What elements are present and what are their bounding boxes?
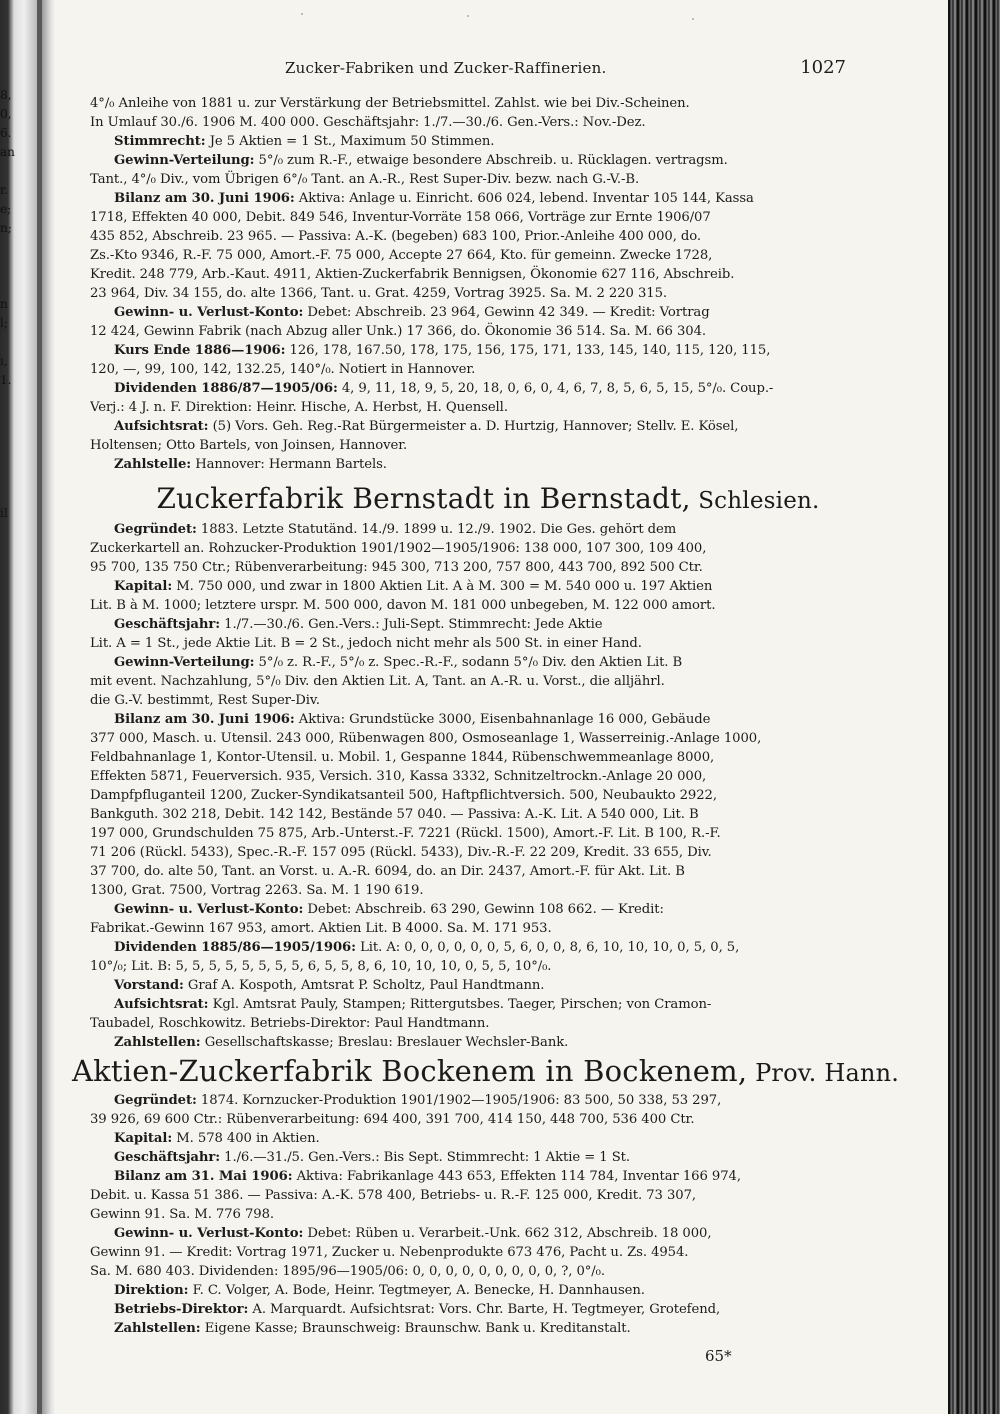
- company-2-title-main: Zuckerfabrik Bernstadt in Bernstadt,: [156, 482, 691, 515]
- page-number: 1027: [800, 57, 846, 78]
- text-line: [90, 748, 860, 767]
- text-line: [90, 577, 860, 596]
- text-line: [90, 379, 860, 398]
- left-margin-fragment: n: [0, 297, 8, 311]
- entry-text: Hannover: Hermann Bartels.: [191, 457, 387, 472]
- text-line: [90, 436, 860, 455]
- company-3-title-main: Aktien-Zuckerfabrik Bockenem in Bockenem,: [72, 1054, 748, 1088]
- left-margin-fragment: [0, 162, 36, 181]
- left-margin-fragment: il: [0, 506, 8, 520]
- entry-text: Holtensen; Otto Bartels, von Joinsen, Hannover.: [90, 438, 408, 453]
- text-line: [90, 1243, 860, 1262]
- left-margin-fragment: [0, 390, 36, 409]
- entry-text: Debet: Abschreib. 63 290, Gewinn 108 662. — Kredit:: [303, 902, 664, 917]
- company-3-title: [72, 1052, 900, 1090]
- entry-label: Gewinn-Verteilung:: [114, 655, 255, 670]
- entry-label: Betriebs-Direktor:: [114, 1302, 249, 1317]
- company-2-text: [90, 520, 860, 1052]
- entry-label: Gegründet:: [114, 522, 197, 537]
- entry-text: 37 700, do. alte 50, Tant. an Vorst. u. A.-R. 6094, do. an Dir. 2437, Amort.-F. für Akt. Lit. B: [90, 864, 685, 879]
- entry-label: Aufsichtsrat:: [114, 997, 209, 1012]
- text-line: [90, 634, 860, 653]
- text-line: [90, 1033, 860, 1052]
- text-line: [90, 132, 860, 151]
- entry-text: 5°/₀ zum R.-F., etwaige besondere Abschreib. u. Rücklagen. vertragsm.: [254, 153, 728, 168]
- text-line: [90, 596, 860, 615]
- entry-label: Bilanz am 30. Juni 1906:: [114, 191, 295, 206]
- entry-label: Kapital:: [114, 1131, 173, 1146]
- text-line: [90, 1262, 860, 1281]
- entry-text: 71 206 (Rückl. 5433), Spec.-R.-F. 157 095 (Rückl. 5433), Div.-R.-F. 22 209, Kredit. 33 655, Div.: [90, 845, 712, 860]
- left-margin-fragment: [0, 447, 36, 466]
- book-page: [72, 0, 900, 1414]
- entry-label: Bilanz am 31. Mai 1906:: [114, 1169, 293, 1184]
- text-line: [90, 672, 860, 691]
- left-margin-fragment: an: [0, 145, 15, 159]
- entry-text: F. C. Volger, A. Bode, Heinr. Tegtmeyer, A. Benecke, H. Dannhausen.: [188, 1283, 645, 1298]
- text-line: [90, 995, 860, 1014]
- left-page-rule: [37, 0, 42, 1414]
- text-line: [90, 653, 860, 672]
- company-3-text: [90, 1091, 860, 1338]
- left-margin-fragment: [0, 428, 36, 447]
- entry-text: 23 964, Div. 34 155, do. alte 1366, Tant. u. Grat. 4259, Vortrag 3925. Sa. M. 2 220 315.: [90, 286, 668, 301]
- entry-label: Zahlstellen:: [114, 1321, 201, 1336]
- entry-label: Dividenden 1886/87—1905/06:: [114, 381, 338, 396]
- entry-text: Aktiva: Fabrikanlage 443 653, Effekten 114 784, Inventar 166 974,: [292, 1169, 741, 1184]
- text-line: [90, 398, 860, 417]
- entry-text: 1874. Kornzucker-Produktion 1901/1902—1905/1906: 83 500, 50 338, 53 297,: [196, 1093, 722, 1108]
- text-line: [90, 843, 860, 862]
- entry-label: Vorstand:: [114, 978, 184, 993]
- entry-text: Kgl. Amtsrat Pauly, Stampen; Rittergutsbes. Taeger, Pirschen; von Cramon-: [208, 997, 712, 1012]
- text-line: [90, 520, 860, 539]
- entry-text: Gewinn 91. Sa. M. 776 798.: [90, 1207, 275, 1222]
- entry-text: Lit. A: 0, 0, 0, 0, 0, 0, 5, 6, 0, 0, 8, 6, 10, 10, 10, 0, 5, 0, 5,: [355, 940, 740, 955]
- entry-label: Gewinn- u. Verlust-Konto:: [114, 1226, 304, 1241]
- page-header: [72, 57, 862, 85]
- text-line: [90, 1300, 860, 1319]
- text-line: [90, 113, 860, 132]
- scan-speck: [467, 15, 469, 17]
- entry-text: In Umlauf 30./6. 1906 M. 400 000. Geschäftsjahr: 1./7.—30./6. Gen.-Vers.: Nov.-Dez.: [90, 115, 646, 130]
- entry-text: die G.-V. bestimmt, Rest Super-Div.: [90, 693, 320, 708]
- company-3-title-region: Prov. Hann.: [747, 1059, 900, 1087]
- entry-text: Verj.: 4 J. n. F. Direktion: Heinr. Hische, A. Herbst, H. Quensell.: [90, 400, 508, 415]
- entry-label: Kurs Ende 1886—1906:: [114, 343, 286, 358]
- left-margin-fragment: 6.: [0, 126, 12, 140]
- text-line: [90, 938, 860, 957]
- text-line: [90, 729, 860, 748]
- text-line: [90, 1186, 860, 1205]
- entry-label: Geschäftsjahr:: [114, 617, 221, 632]
- entry-text: Kredit. 248 779, Arb.-Kaut. 4911, Aktien-Zuckerfabrik Bennigsen, Ökonomie 627 116, Abschreib.: [90, 267, 735, 282]
- text-line: [90, 710, 860, 729]
- entry-label: Direktion:: [114, 1283, 189, 1298]
- text-line: [90, 208, 860, 227]
- entry-label: Gewinn- u. Verlust-Konto:: [114, 902, 304, 917]
- entry-label: Bilanz am 30. Juni 1906:: [114, 712, 295, 727]
- left-margin-fragment: 1.: [0, 373, 12, 387]
- entry-text: Debet: Rüben u. Verarbeit.-Unk. 662 312, Abschreib. 18 000,: [303, 1226, 712, 1241]
- text-line: [90, 189, 860, 208]
- entry-text: Bankguth. 302 218, Debit. 142 142, Bestände 57 040. — Passiva: A.-K. Lit. A 540 000, Lit. B: [90, 807, 699, 822]
- left-margin-fragments: [0, 86, 36, 523]
- left-margin-fragment: [0, 485, 36, 504]
- entry-text: Aktiva: Anlage u. Einricht. 606 024, lebend. Inventar 105 144, Kassa: [294, 191, 754, 206]
- entry-label: Dividenden 1885/86—1905/1906:: [114, 940, 356, 955]
- left-margin-fragment: l;: [0, 316, 8, 330]
- entry-text: M. 750 000, und zwar in 1800 Aktien Lit. A à M. 300 = M. 540 000 u. 197 Aktien: [172, 579, 713, 594]
- entry-text: 1300, Grat. 7500, Vortrag 2263. Sa. M. 1 190 619.: [90, 883, 424, 898]
- entry-text: (5) Vors. Geh. Reg.-Rat Bürgermeister a. D. Hurtzig, Hannover; Stellv. E. Kösel,: [208, 419, 739, 434]
- right-scan-edge: [948, 0, 1000, 1414]
- text-line: [90, 360, 860, 379]
- left-margin-fragment: r.: [0, 183, 9, 197]
- text-line: [90, 919, 860, 938]
- entry-text: Zuckerkartell an. Rohzucker-Produktion 1901/1902—1905/1906: 138 000, 107 300, 109 400,: [90, 541, 707, 556]
- entry-text: Gesellschaftskasse; Breslau: Breslauer Wechsler-Bank.: [200, 1035, 569, 1050]
- left-margin-fragment: [0, 238, 36, 257]
- text-line: [90, 1205, 860, 1224]
- left-margin-fragment: [0, 409, 36, 428]
- text-line: [90, 341, 860, 360]
- text-line: [90, 170, 860, 189]
- left-margin-fragment: [0, 257, 36, 276]
- entry-text: Lit. B à M. 1000; letztere urspr. M. 500 000, davon M. 181 000 unbegeben, M. 122 000 amort.: [90, 598, 716, 613]
- text-line: [90, 900, 860, 919]
- entry-text: 10°/₀; Lit. B: 5, 5, 5, 5, 5, 5, 5, 5, 6, 5, 5, 8, 6, 10, 10, 10, 0, 5, 5, 10°/₀.: [90, 959, 552, 974]
- entry-text: 197 000, Grundschulden 75 875, Arb.-Unterst.-F. 7221 (Rückl. 1500), Amort.-F. Lit. B 100, R.-F.: [90, 826, 721, 841]
- entry-label: Aufsichtsrat:: [114, 419, 209, 434]
- text-line: [90, 284, 860, 303]
- left-margin-fragment: n;: [0, 221, 12, 235]
- company-2-title: [128, 480, 848, 518]
- text-line: [90, 1110, 860, 1129]
- text-line: [90, 303, 860, 322]
- entry-text: 5°/₀ z. R.-F., 5°/₀ z. Spec.-R.-F., sodann 5°/₀ Div. den Aktien Lit. B: [254, 655, 683, 670]
- text-line: [90, 265, 860, 284]
- left-margin-fragment: [0, 466, 36, 485]
- entry-label: Geschäftsjahr:: [114, 1150, 221, 1165]
- text-line: [90, 1281, 860, 1300]
- entry-label: Zahlstellen:: [114, 1035, 201, 1050]
- text-line: [90, 227, 860, 246]
- running-title: Zucker-Fabriken und Zucker-Raffinerien.: [285, 59, 607, 77]
- text-line: [90, 1014, 860, 1033]
- text-line: [90, 976, 860, 995]
- entry-text: Gewinn 91. — Kredit: Vortrag 1971, Zucker u. Nebenprodukte 673 476, Pacht u. Zs. 4954.: [90, 1245, 689, 1260]
- company-2-title-region: Schlesien.: [690, 488, 820, 514]
- entry-text: A. Marquardt. Aufsichtsrat: Vors. Chr. Barte, H. Tegtmeyer, Grotefend,: [248, 1302, 721, 1317]
- text-line: [90, 786, 860, 805]
- entry-label: Zahlstelle:: [114, 457, 192, 472]
- entry-text: 1718, Effekten 40 000, Debit. 849 546, Inventur-Vorräte 158 066, Vorträge zur Ernte 1906/07: [90, 210, 711, 225]
- scan-speck: [692, 18, 694, 20]
- text-line: [90, 615, 860, 634]
- entry-text: 4°/₀ Anleihe von 1881 u. zur Verstärkung der Betriebsmittel. Zahlst. wie bei Div.-Scheinen.: [90, 96, 690, 111]
- text-line: [90, 691, 860, 710]
- left-margin-fragment: e;: [0, 202, 12, 216]
- entry-text: M. 578 400 in Aktien.: [172, 1131, 320, 1146]
- text-line: [90, 1224, 860, 1243]
- entry-text: 377 000, Masch. u. Utensil. 243 000, Rübenwagen 800, Osmoseanlage 1, Wasserreinig.-Anlage 1000,: [90, 731, 762, 746]
- left-margin-fragment: [0, 276, 36, 295]
- entry-text: Graf A. Kospoth, Amtsrat P. Scholtz, Paul Handtmann.: [183, 978, 545, 993]
- text-line: [90, 455, 860, 474]
- text-line: [90, 539, 860, 558]
- entry-label: Stimmrecht:: [114, 134, 206, 149]
- entry-text: Debet: Abschreib. 23 964, Gewinn 42 349. — Kredit: Vortrag: [303, 305, 710, 320]
- text-line: [90, 558, 860, 577]
- company-1-text: [90, 94, 860, 474]
- entry-text: mit event. Nachzahlung, 5°/₀ Div. den Aktien Lit. A, Tant. an A.-R. u. Vorst., die alljährl.: [90, 674, 665, 689]
- text-line: [90, 322, 860, 341]
- entry-text: 126, 178, 167.50, 178, 175, 156, 175, 171, 133, 145, 140, 115, 120, 115,: [285, 343, 771, 358]
- left-margin-fragment: 8,: [0, 88, 12, 102]
- entry-text: Sa. M. 680 403. Dividenden: 1895/96—1905/06: 0, 0, 0, 0, 0, 0, 0, 0, 0, ?, 0°/₀.: [90, 1264, 605, 1279]
- entry-text: Lit. A = 1 St., jede Aktie Lit. B = 2 St., jedoch nicht mehr als 500 St. in einer Hand.: [90, 636, 642, 651]
- text-line: [90, 1091, 860, 1110]
- text-line: [90, 805, 860, 824]
- entry-text: 1./6.—31./5. Gen.-Vers.: Bis Sept. Stimmrecht: 1 Aktie = 1 St.: [220, 1150, 630, 1165]
- text-line: [90, 824, 860, 843]
- entry-label: Gewinn- u. Verlust-Konto:: [114, 305, 304, 320]
- entry-text: Je 5 Aktien = 1 St., Maximum 50 Stimmen.: [205, 134, 495, 149]
- entry-text: Dampfpfluganteil 1200, Zucker-Syndikatsanteil 500, Haftpflichtversich. 500, Neubaukto 2922,: [90, 788, 717, 803]
- entry-text: 1./7.—30./6. Gen.-Vers.: Juli-Sept. Stimmrecht: Jede Aktie: [220, 617, 603, 632]
- printer-signature: 65*: [705, 1347, 732, 1365]
- entry-text: Tant., 4°/₀ Div., vom Übrigen 6°/₀ Tant. an A.-R., Rest Super-Div. bezw. nach G.-V.-B.: [90, 172, 640, 187]
- entry-text: 1883. Letzte Statutänd. 14./9. 1899 u. 12./9. 1902. Die Ges. gehört dem: [196, 522, 677, 537]
- entry-label: Gewinn-Verteilung:: [114, 153, 255, 168]
- entry-label: Gegründet:: [114, 1093, 197, 1108]
- entry-text: 39 926, 69 600 Ctr.: Rübenverarbeitung: 694 400, 391 700, 414 150, 448 700, 536 400 Ctr.: [90, 1112, 695, 1127]
- entry-text: 12 424, Gewinn Fabrik (nach Abzug aller Unk.) 17 366, do. Ökonomie 36 514. Sa. M. 66 304.: [90, 324, 707, 339]
- text-line: [90, 1319, 860, 1338]
- left-margin-fragment: ı,: [0, 354, 8, 368]
- entry-text: Aktiva: Grundstücke 3000, Eisenbahnanlage 16 000, Gebäude: [294, 712, 711, 727]
- entry-text: Zs.-Kto 9346, R.-F. 75 000, Amort.-F. 75 000, Accepte 27 664, Kto. für gemeinn. Zwecke 1728,: [90, 248, 713, 263]
- entry-text: Effekten 5871, Feuerversich. 935, Versich. 310, Kassa 3332, Schnitzeltrockn.-Anlage 20 000,: [90, 769, 707, 784]
- entry-text: Debit. u. Kassa 51 386. — Passiva: A.-K. 578 400, Betriebs- u. R.-F. 125 000, Kredit. 73 307,: [90, 1188, 697, 1203]
- entry-text: Taubadel, Roschkowitz. Betriebs-Direktor: Paul Handtmann.: [90, 1016, 490, 1031]
- text-line: [90, 246, 860, 265]
- text-line: [90, 1167, 860, 1186]
- text-line: [90, 862, 860, 881]
- text-line: [90, 957, 860, 976]
- entry-text: Eigene Kasse; Braunschweig: Braunschw. Bank u. Kreditanstalt.: [200, 1321, 631, 1336]
- entry-text: 95 700, 135 750 Ctr.; Rübenverarbeitung: 945 300, 713 200, 757 800, 443 700, 892 500 Ctr.: [90, 560, 703, 575]
- entry-text: 4, 9, 11, 18, 9, 5, 20, 18, 0, 6, 0, 4, 6, 7, 8, 5, 6, 5, 15, 5°/₀. Coup.-: [337, 381, 774, 396]
- entry-text: 435 852, Abschreib. 23 965. — Passiva: A.-K. (begeben) 683 100, Prior.-Anleihe 400 000, do.: [90, 229, 702, 244]
- text-line: [90, 94, 860, 113]
- entry-text: 120, —, 99, 100, 142, 132.25, 140°/₀. Notiert in Hannover.: [90, 362, 476, 377]
- entry-text: Fabrikat.-Gewinn 167 953, amort. Aktien Lit. B 4000. Sa. M. 171 953.: [90, 921, 552, 936]
- text-line: [90, 1148, 860, 1167]
- text-line: [90, 767, 860, 786]
- left-margin-fragment: 0,: [0, 107, 12, 121]
- left-margin-fragment: [0, 333, 36, 352]
- entry-text: Feldbahnanlage 1, Kontor-Utensil. u. Mobil. 1, Gespanne 1844, Rübenschwemmeanlage 8000,: [90, 750, 715, 765]
- text-line: [90, 417, 860, 436]
- entry-label: Kapital:: [114, 579, 173, 594]
- text-line: [90, 881, 860, 900]
- text-line: [90, 151, 860, 170]
- text-line: [90, 1129, 860, 1148]
- scan-speck: [301, 13, 303, 15]
